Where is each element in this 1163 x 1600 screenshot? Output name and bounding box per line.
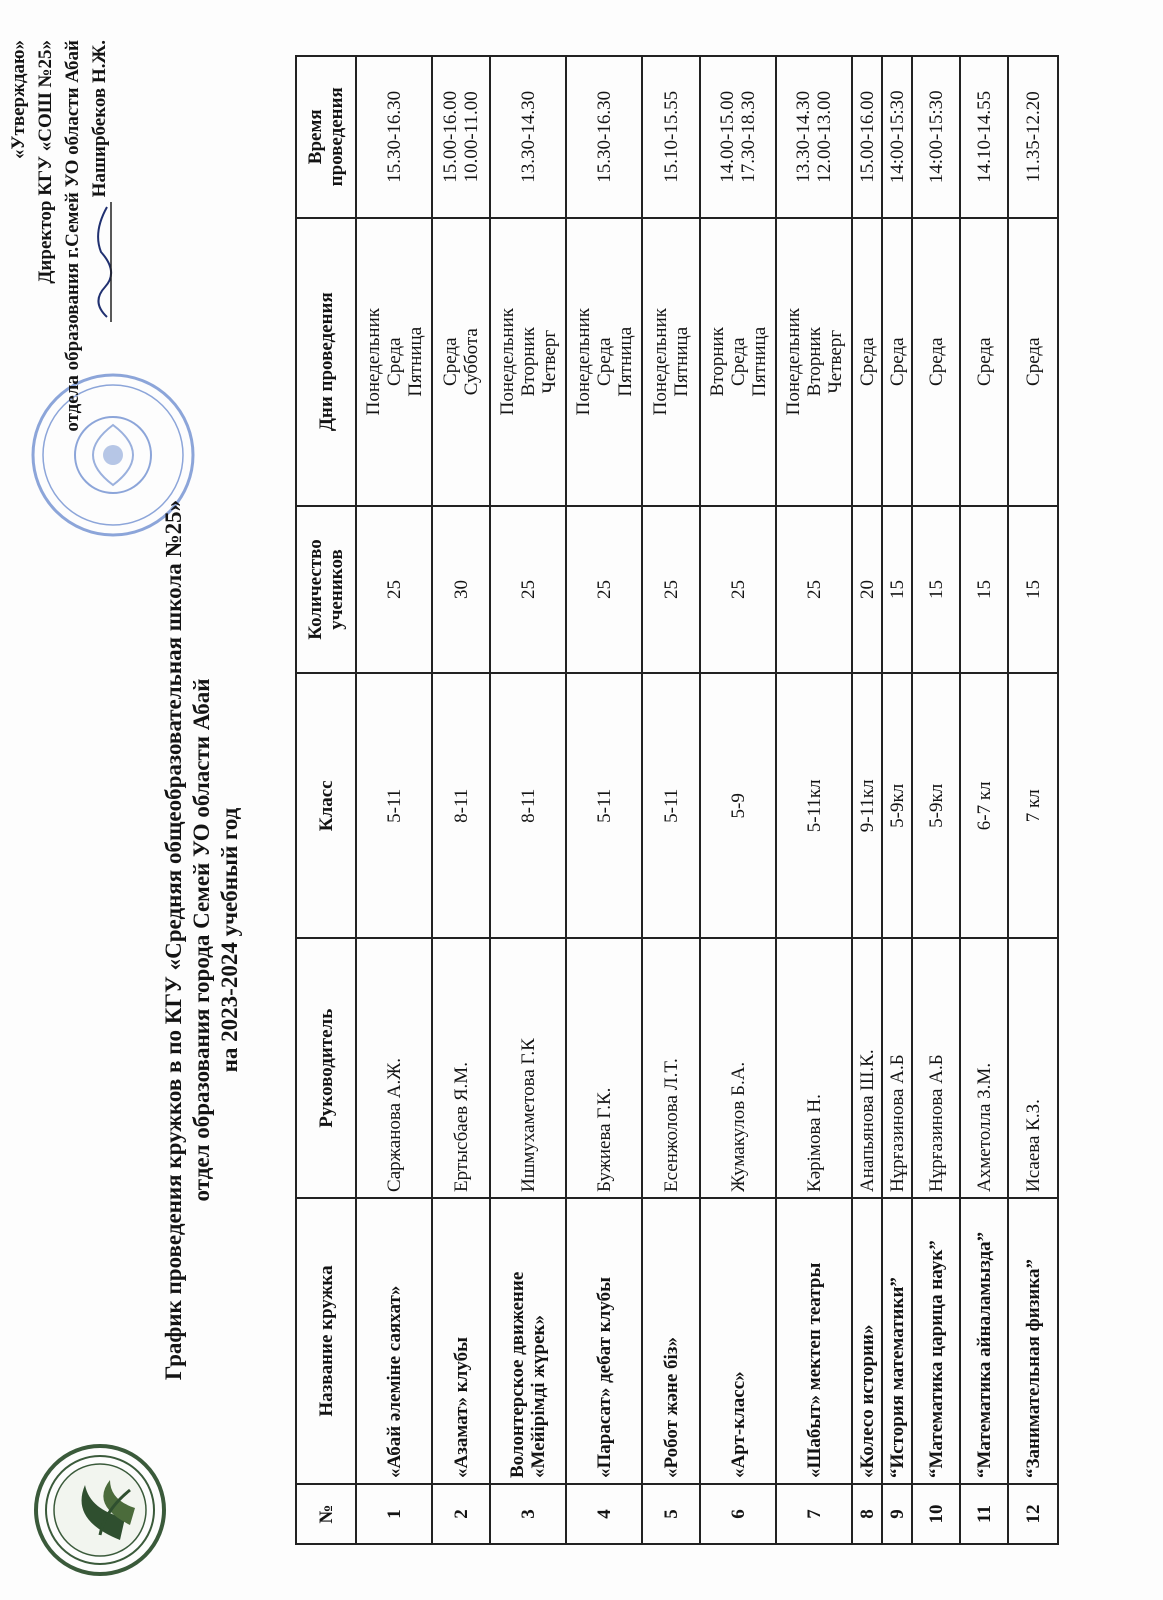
table-row bbox=[960, 56, 1008, 1544]
time-slot: 14:00-15:30 bbox=[886, 90, 908, 184]
title-line-1: График проведения кружков в по КГУ «Средняя общеобразовательная школа №25» bbox=[161, 499, 186, 1381]
time-slot: 13.30-14.30 bbox=[517, 90, 539, 183]
club-grade: 5-9кл bbox=[882, 673, 912, 938]
student-count: 25 bbox=[566, 506, 642, 673]
meeting-days bbox=[882, 218, 912, 506]
meeting-day: Среда bbox=[593, 337, 615, 386]
club-grade: 8-11 bbox=[490, 673, 566, 938]
row-number: 6 bbox=[700, 1484, 776, 1544]
meeting-day: Понедельник bbox=[496, 308, 518, 416]
meeting-time bbox=[432, 56, 490, 218]
club-leader: Ахметолла З.М. bbox=[960, 938, 1008, 1198]
club-grade: 5-9 bbox=[700, 673, 776, 938]
row-number: 3 bbox=[490, 1484, 566, 1544]
meeting-day: Четверг bbox=[824, 329, 846, 394]
student-count: 15 bbox=[882, 506, 912, 673]
row-number: 8 bbox=[852, 1484, 882, 1544]
meeting-day: Пятница bbox=[671, 326, 692, 397]
meeting-time bbox=[356, 56, 432, 218]
header-num: № bbox=[296, 1484, 356, 1544]
time-slot: 11.35-12.20 bbox=[1022, 91, 1044, 183]
meeting-time bbox=[700, 56, 776, 218]
meeting-days bbox=[432, 218, 490, 506]
meeting-days bbox=[1008, 218, 1058, 506]
meeting-days bbox=[566, 218, 642, 506]
club-leader: Нұрғазинова А.Б bbox=[882, 938, 912, 1198]
student-count: 25 bbox=[642, 506, 700, 673]
meeting-day: Суббота bbox=[461, 328, 482, 396]
meeting-day: Среда bbox=[383, 337, 405, 386]
time-slot: 14:00-15:30 bbox=[925, 90, 947, 184]
table-row bbox=[642, 56, 700, 1544]
approval-line-3: отдела образования г.Семей УО области Абай bbox=[62, 40, 83, 432]
meeting-day: Среда bbox=[440, 337, 461, 386]
student-count: 25 bbox=[776, 506, 852, 673]
table-row bbox=[1008, 56, 1058, 1544]
approval-line-2: Директор КГУ «СОШ №25» bbox=[35, 40, 56, 284]
header-name: Название кружка bbox=[296, 1198, 356, 1484]
time-slot: 10.00-11.00 bbox=[461, 91, 482, 183]
club-name: “Математика царица наук” bbox=[912, 1198, 960, 1484]
club-leader: Ертысбаев Я.М. bbox=[432, 938, 490, 1198]
meeting-day: Среда bbox=[856, 337, 878, 386]
club-name: «Колесо истории» bbox=[852, 1198, 882, 1484]
schedule-table bbox=[295, 55, 1059, 1545]
table-row bbox=[566, 56, 642, 1544]
title-line-2: отдел образования города Семей УО области Абай bbox=[189, 678, 214, 1202]
meeting-day: Вторник bbox=[517, 327, 539, 397]
meeting-days bbox=[356, 218, 432, 506]
meeting-day: Понедельник bbox=[782, 308, 804, 416]
meeting-time bbox=[1008, 56, 1058, 218]
table-row bbox=[912, 56, 960, 1544]
club-name: «Парасат» дебат клубы bbox=[566, 1198, 642, 1484]
header-days: Дни проведения bbox=[296, 218, 356, 506]
table-row bbox=[490, 56, 566, 1544]
approval-signature-line bbox=[86, 40, 113, 820]
meeting-time bbox=[490, 56, 566, 218]
club-leader: Ишмухаметова Г.К bbox=[490, 938, 566, 1198]
meeting-day: Понедельник bbox=[572, 308, 594, 416]
club-leader: Бужиева Г.К. bbox=[566, 938, 642, 1198]
club-leader: Нұрғазинова А.Б bbox=[912, 938, 960, 1198]
row-number: 10 bbox=[912, 1484, 960, 1544]
club-leader: Кәрімова Н. bbox=[776, 938, 852, 1198]
club-name: «Азамат» клубы bbox=[432, 1198, 490, 1484]
table-row bbox=[356, 56, 432, 1544]
table-body bbox=[356, 56, 1058, 1544]
meeting-days bbox=[852, 218, 882, 506]
time-slot: 15.10-15.55 bbox=[660, 90, 682, 183]
club-name: «Робот және біз» bbox=[642, 1198, 700, 1484]
meeting-time bbox=[912, 56, 960, 218]
club-grade: 5-11 bbox=[642, 673, 700, 938]
header-leader: Руководитель bbox=[296, 938, 356, 1198]
meeting-day: Пятница bbox=[748, 326, 770, 397]
meeting-day: Среда bbox=[727, 337, 749, 386]
row-number: 12 bbox=[1008, 1484, 1058, 1544]
meeting-day: Четверг bbox=[538, 329, 560, 394]
time-slot: 17.30-18.30 bbox=[738, 90, 759, 183]
row-number: 1 bbox=[356, 1484, 432, 1544]
meeting-time bbox=[852, 56, 882, 218]
club-name: “Занимательная физика” bbox=[1008, 1198, 1058, 1484]
time-slot: 15.30-16.30 bbox=[383, 90, 405, 183]
approval-line-1: «Утверждаю» bbox=[8, 40, 29, 159]
row-number: 2 bbox=[432, 1484, 490, 1544]
meeting-days bbox=[960, 218, 1008, 506]
approval-block bbox=[5, 40, 113, 820]
header-grade: Класс bbox=[296, 673, 356, 938]
meeting-day: Среда bbox=[973, 337, 995, 386]
time-slot: 15.30-16.30 bbox=[593, 90, 615, 183]
header-students: Количество учеников bbox=[296, 506, 356, 673]
club-grade: 7 кл bbox=[1008, 673, 1058, 938]
student-count: 25 bbox=[490, 506, 566, 673]
student-count: 30 bbox=[432, 506, 490, 673]
student-count: 25 bbox=[356, 506, 432, 673]
header-time: Время проведения bbox=[296, 56, 356, 218]
club-grade: 5-11 bbox=[356, 673, 432, 938]
club-name: “Математика айналамызда” bbox=[960, 1198, 1008, 1484]
club-grade: 5-9кл bbox=[912, 673, 960, 938]
time-slot: 14.10-14.55 bbox=[973, 90, 995, 183]
meeting-days bbox=[700, 218, 776, 506]
club-leader: Исаева К.З. bbox=[1008, 938, 1058, 1198]
meeting-days bbox=[490, 218, 566, 506]
director-name: Наширбеков Н.Ж. bbox=[89, 40, 110, 198]
club-leader: Саржанова А.Ж. bbox=[356, 938, 432, 1198]
signature-icon bbox=[89, 202, 113, 322]
meeting-day: Пятница bbox=[404, 326, 426, 397]
table-row bbox=[700, 56, 776, 1544]
meeting-day: Вторник bbox=[706, 327, 728, 397]
student-count: 15 bbox=[912, 506, 960, 673]
club-leader: Есенжолова Л.Т. bbox=[642, 938, 700, 1198]
meeting-time bbox=[566, 56, 642, 218]
student-count: 20 bbox=[852, 506, 882, 673]
time-slot: 15.00-16.00 bbox=[440, 90, 461, 183]
club-grade: 9-11кл bbox=[852, 673, 882, 938]
time-slot: 15.00-16.00 bbox=[856, 90, 878, 183]
meeting-days bbox=[642, 218, 700, 506]
row-number: 7 bbox=[776, 1484, 852, 1544]
row-number: 11 bbox=[960, 1484, 1008, 1544]
club-name: Волонтерское движение «Мейірімді жүрек» bbox=[490, 1198, 566, 1484]
time-slot: 12.00-13.00 bbox=[814, 90, 835, 183]
table-row bbox=[882, 56, 912, 1544]
time-slot: 14.00-15.00 bbox=[717, 90, 738, 183]
table-row bbox=[776, 56, 852, 1544]
title-line-3: на 2023-2024 учебный год bbox=[217, 807, 242, 1073]
table-header-row bbox=[296, 56, 356, 1544]
club-grade: 5-11кл bbox=[776, 673, 852, 938]
meeting-time bbox=[960, 56, 1008, 218]
time-slot: 13.30-14.30 bbox=[793, 90, 814, 183]
meeting-day: Понедельник bbox=[650, 308, 671, 416]
row-number: 4 bbox=[566, 1484, 642, 1544]
club-name: «Шабыт» мектеп театры bbox=[776, 1198, 852, 1484]
meeting-time bbox=[776, 56, 852, 218]
meeting-time bbox=[642, 56, 700, 218]
row-number: 5 bbox=[642, 1484, 700, 1544]
club-name: «Абай әлеміне саяхат» bbox=[356, 1198, 432, 1484]
school-logo bbox=[30, 1440, 170, 1580]
club-grade: 6-7 кл bbox=[960, 673, 1008, 938]
student-count: 15 bbox=[960, 506, 1008, 673]
table-row bbox=[432, 56, 490, 1544]
row-number: 9 bbox=[882, 1484, 912, 1544]
document-title bbox=[160, 490, 244, 1390]
club-leader: Анапьянова Ш.К. bbox=[852, 938, 882, 1198]
club-name: “История математики” bbox=[882, 1198, 912, 1484]
student-count: 15 bbox=[1008, 506, 1058, 673]
table-row bbox=[852, 56, 882, 1544]
meeting-day: Пятница bbox=[614, 326, 636, 397]
club-leader: Жумакулов Б.А. bbox=[700, 938, 776, 1198]
club-name: «Арт-класс» bbox=[700, 1198, 776, 1484]
meeting-day: Вторник bbox=[803, 327, 825, 397]
meeting-day: Среда bbox=[1022, 337, 1044, 386]
club-grade: 8-11 bbox=[432, 673, 490, 938]
meeting-day: Понедельник bbox=[362, 308, 384, 416]
meeting-days bbox=[912, 218, 960, 506]
meeting-time bbox=[882, 56, 912, 218]
meeting-days bbox=[776, 218, 852, 506]
club-grade: 5-11 bbox=[566, 673, 642, 938]
meeting-day: Среда bbox=[886, 337, 908, 386]
student-count: 25 bbox=[700, 506, 776, 673]
meeting-day: Среда bbox=[925, 337, 947, 386]
